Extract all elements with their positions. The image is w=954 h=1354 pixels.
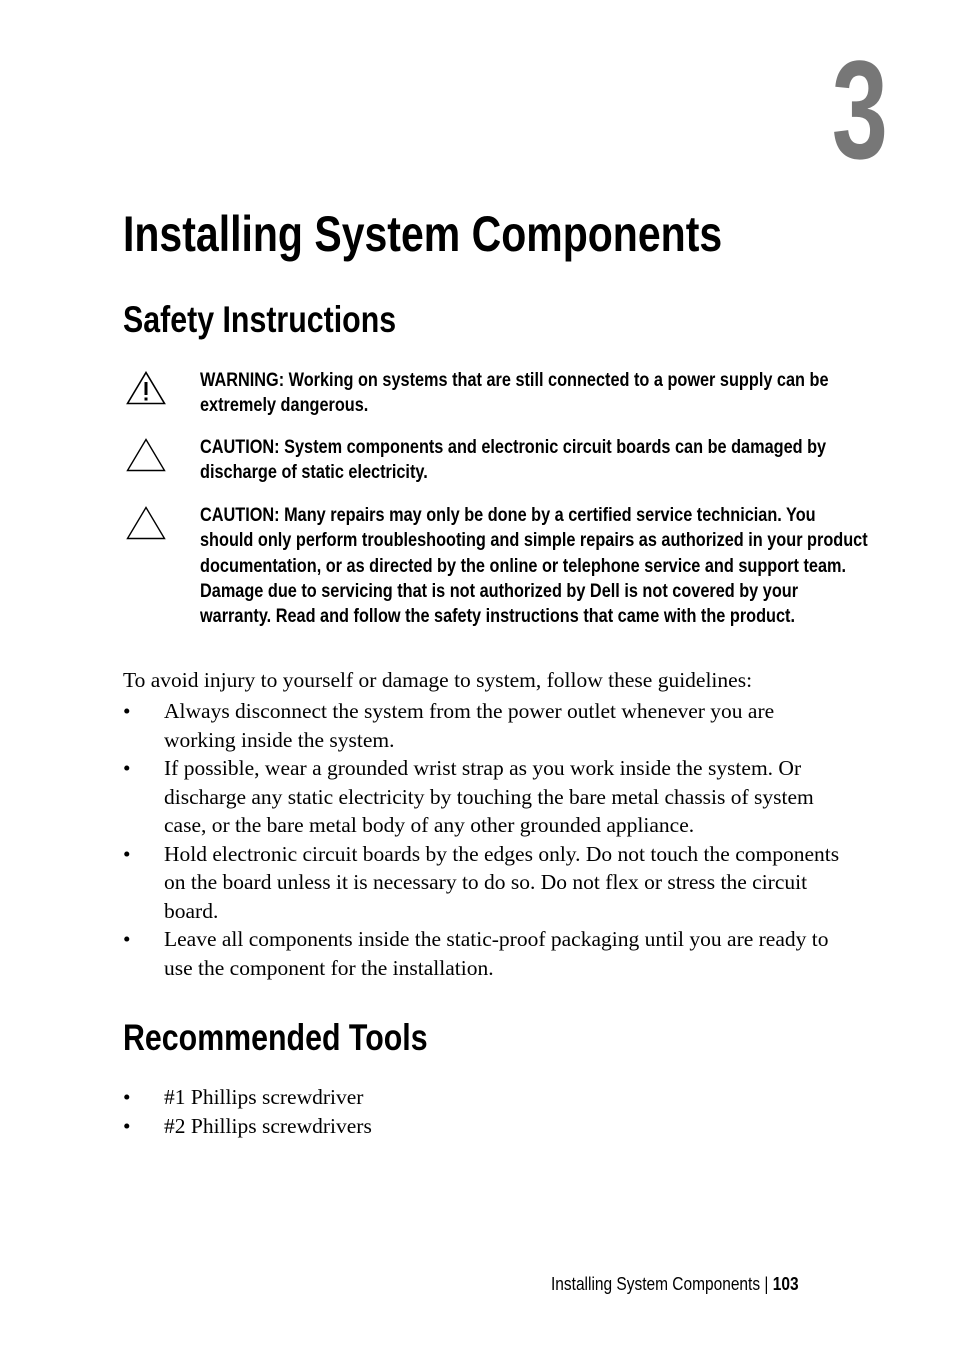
list-item-text: Leave all components inside the static-proof packaging until you are ready to use the component for the installation. — [164, 927, 829, 980]
page-footer — [551, 1272, 799, 1296]
footer-title: Installing System Components — [551, 1274, 761, 1294]
list-item — [123, 1083, 843, 1112]
warning-text: WARNING: Working on systems that are still connected to a power supply can be extremely dangerous. — [200, 369, 829, 417]
caution-triangle-icon — [126, 438, 166, 472]
caution-text-static: CAUTION: System components and electronic circuit boards can be damaged by discharge of static electricity. — [200, 436, 827, 484]
caution-text-repairs: CAUTION: Many repairs may only be done by a certified service technician. You should only perform troubleshooting and simple repairs as authorized in your product documentation, or as directed by the online or telephone service and support team. Damage due to servicing that is not authorized by Dell is not covered by your warranty. Read and follow the safety instructions that came with the product. — [200, 504, 868, 628]
list-item — [123, 1112, 843, 1141]
warning-triangle-icon — [126, 371, 166, 405]
list-item-text: If possible, wear a grounded wrist strap as you work inside the system. Or discharge any static electricity by touching the bare metal chassis of system case, or the bare metal body of any other grounded appliance. — [164, 756, 814, 837]
bullet-icon: • — [123, 841, 131, 866]
bullet-icon: • — [123, 699, 131, 723]
bullet-icon: • — [123, 927, 131, 951]
list-item-text: Always disconnect the system from the power outlet whenever you are working inside the system. — [164, 699, 775, 752]
tools-list — [123, 1083, 843, 1140]
section-heading-safety: Safety Instructions — [123, 299, 397, 340]
list-item-text: #1 Phillips screwdriver — [164, 1085, 364, 1109]
list-item — [123, 754, 843, 840]
caution-triangle-icon — [126, 506, 166, 540]
footer-separator: | — [764, 1274, 769, 1294]
list-item — [123, 697, 843, 754]
page-number: 103 — [772, 1274, 799, 1294]
guidelines-intro: To avoid injury to yourself or damage to system, follow these guidelines: — [123, 668, 753, 692]
list-item-text: #2 Phillips screwdrivers — [164, 1113, 372, 1138]
chapter-title: Installing System Components — [123, 206, 723, 262]
bullet-icon: • — [123, 1085, 131, 1109]
section-heading-tools: Recommended Tools — [123, 1017, 428, 1058]
list-item — [123, 925, 843, 982]
bullet-icon: • — [123, 756, 131, 780]
list-item-text: Hold electronic circuit boards by the edges only. Do not touch the components on the board unless it is necessary to do so. Do not flex or stress the circuit board. — [164, 841, 840, 923]
chapter-number: 3 — [831, 31, 888, 188]
guidelines-list — [123, 697, 843, 982]
list-item — [123, 840, 843, 926]
bullet-icon: • — [123, 1113, 131, 1138]
